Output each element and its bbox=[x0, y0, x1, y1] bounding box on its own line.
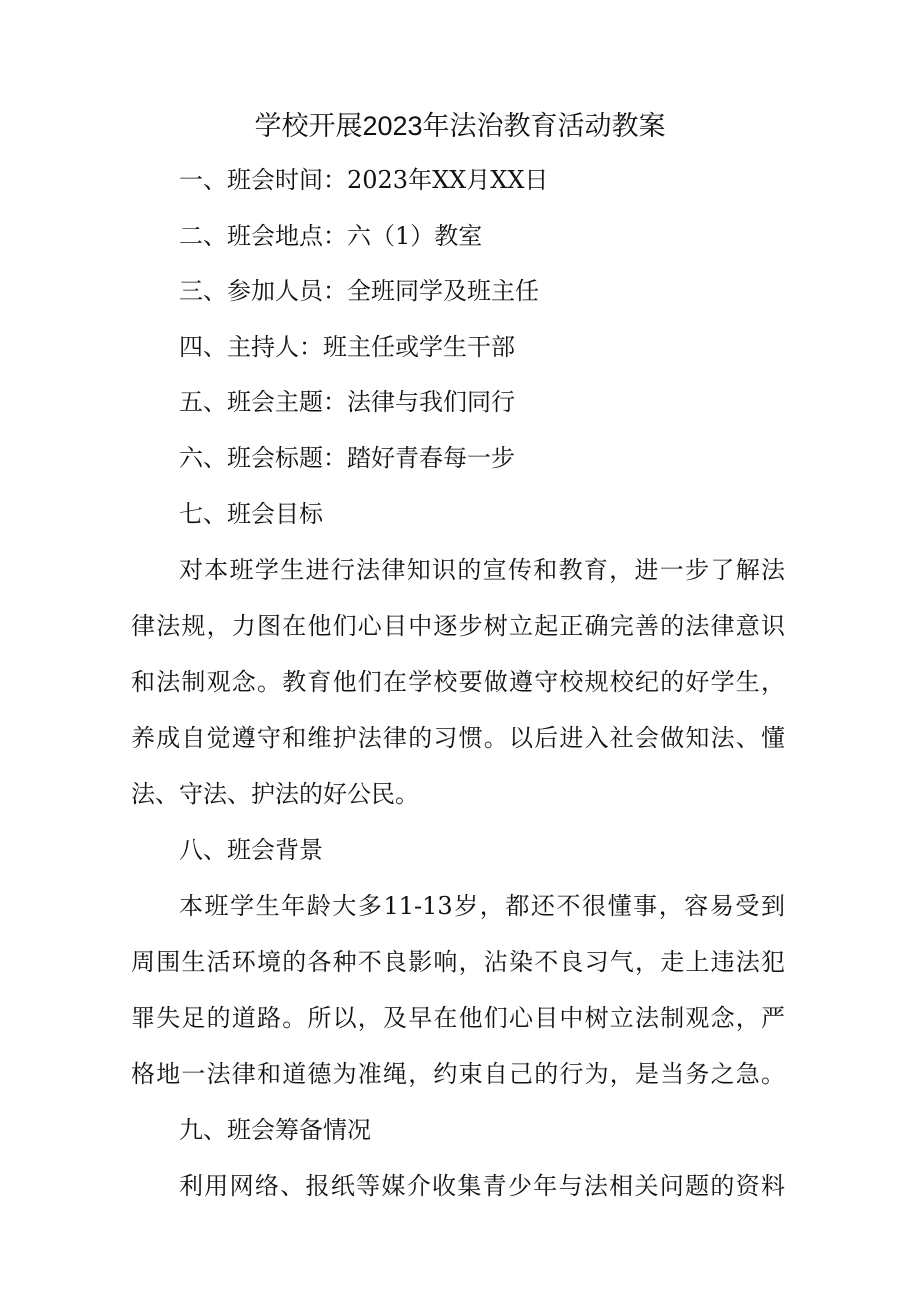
item-heading-title: 六、班会标题：踏好青春每一步 bbox=[179, 444, 515, 472]
background-line: 周围生活环境的各种不良影响，沾染不良习气，走上违法犯 bbox=[131, 948, 785, 976]
item-time: 一、班会时间：2023年XX月XX日 bbox=[179, 166, 549, 194]
background-line: 本班学生年龄大多11-13岁，都还不很懂事，容易受到 bbox=[179, 892, 785, 920]
item-host: 四、主持人：班主任或学生干部 bbox=[179, 333, 515, 361]
section-heading-background: 八、班会背景 bbox=[179, 836, 323, 864]
preparation-line: 利用网络、报纸等媒介收集青少年与法相关问题的资料 bbox=[179, 1172, 785, 1200]
background-line: 格地一法律和道德为准绳，约束自己的行为，是当务之急。 bbox=[131, 1060, 785, 1088]
document-title: 学校开展2023年法治教育活动教案 bbox=[254, 111, 666, 141]
goal-line: 和法制观念。教育他们在学校要做遵守校规校纪的好学生， bbox=[131, 668, 785, 696]
section-heading-preparation: 九、班会筹备情况 bbox=[179, 1116, 371, 1144]
goal-line: 养成自觉遵守和维护法律的习惯。以后进入社会做知法、懂 bbox=[131, 724, 785, 752]
goal-line: 法、守法、护法的好公民。 bbox=[131, 780, 419, 808]
goal-line: 对本班学生进行法律知识的宣传和教育，进一步了解法 bbox=[179, 556, 785, 584]
item-participants: 三、参加人员：全班同学及班主任 bbox=[179, 277, 539, 305]
background-line: 罪失足的道路。所以，及早在他们心目中树立法制观念，严 bbox=[131, 1004, 785, 1032]
item-theme: 五、班会主题：法律与我们同行 bbox=[179, 388, 515, 416]
goal-line: 律法规，力图在他们心目中逐步树立起正确完善的法律意识 bbox=[131, 612, 785, 640]
section-heading-goal: 七、班会目标 bbox=[179, 500, 323, 528]
item-location: 二、班会地点：六（1）教室 bbox=[179, 222, 483, 250]
